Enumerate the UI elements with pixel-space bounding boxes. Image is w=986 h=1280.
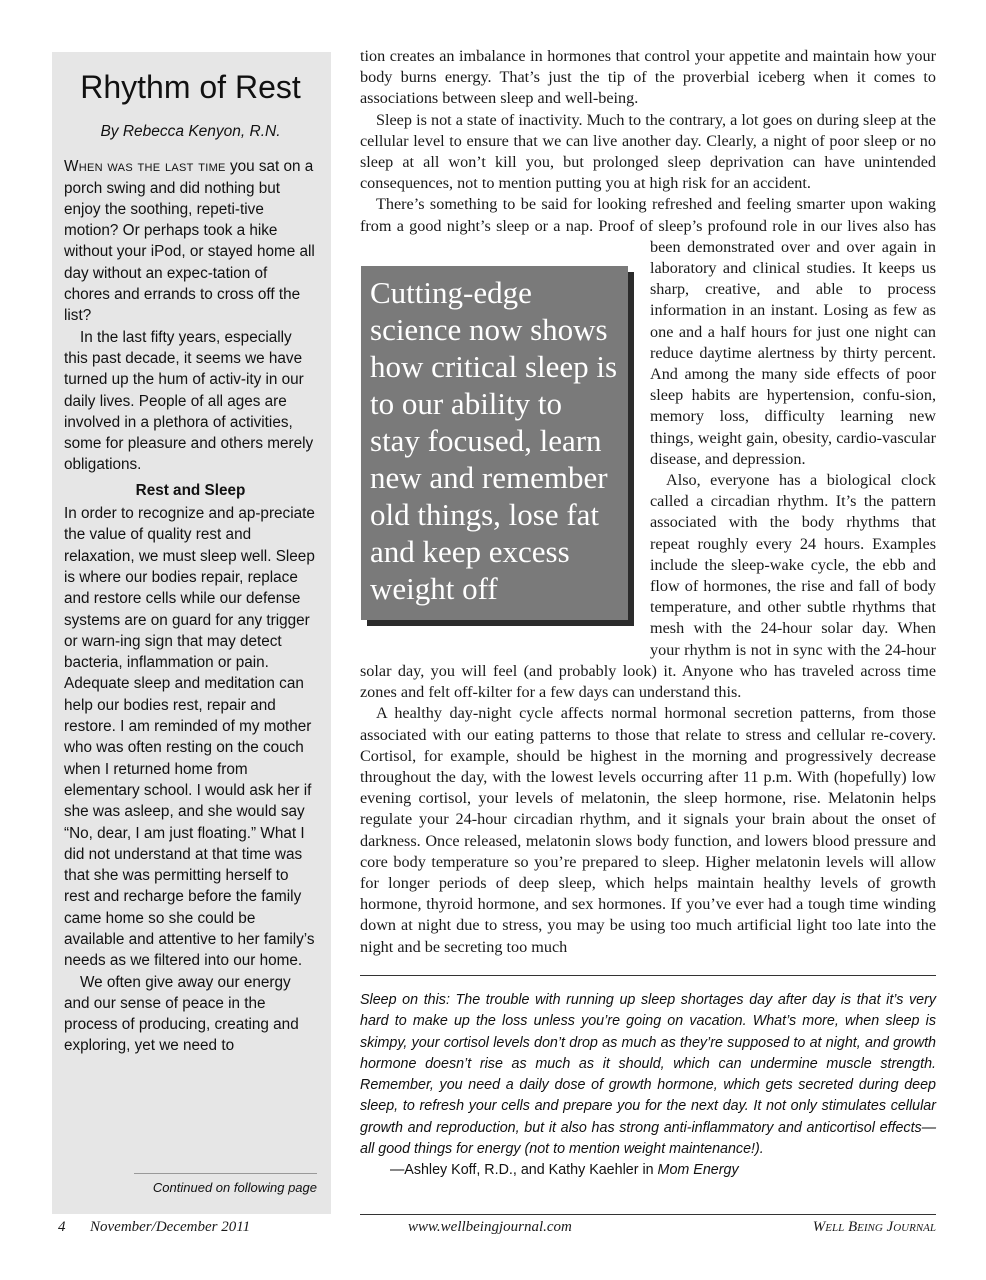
pull-quote [361, 266, 628, 620]
page-footer [0, 1219, 986, 1243]
sidebar-article [52, 52, 331, 1214]
quote-source: Mom Energy [657, 1162, 739, 1179]
main-paragraph-2: Sleep is not a state of inactivity. Much to the contrary, a lot goes on during sleep at the cellular level to ensure that we can live another day. Clearly, a night of poor sleep or no sleep at all won’t kill you, but prolonged sleep deprivation can have unintended consequences, not to mention putting you at high risk for an accident. [360, 110, 936, 193]
quote-attribution [360, 1160, 936, 1181]
sidebar-subhead: Rest and Sleep [135, 481, 246, 499]
sidebar-lead-smallcaps: When was the last time [64, 158, 226, 176]
quote-box [360, 975, 936, 1215]
sidebar-paragraph-1 [64, 156, 317, 326]
main-paragraph-1: tion creates an imbalance in hormones that control your appetite and maintain how your body burns energy. That’s just the tip of the proverbial iceberg when it comes to associations between sleep and well-being. [360, 47, 936, 108]
issue-date: November/December 2011 [90, 1219, 251, 1235]
continued-note: Continued on following page [134, 1173, 317, 1198]
sidebar-title: Rhythm of Rest [80, 69, 301, 105]
page-number: 4 [58, 1219, 66, 1235]
sidebar-byline: By Rebecca Kenyon, R.N. [100, 123, 281, 140]
main-paragraph-4: Also, everyone has a biological clock called a circadian rhythm. It’s the pattern associated with the body rhythms that repeat roughly every 24 hours. Examples include the sleep-wake cycle, the ebb and flow of hormones, the rise and fall of body temperature, and other subtle rhythms that mesh with the 24-hour solar day. When your rhythm is not in sync with the 24-hour solar day, you will feel (and probably look) it. Anyone who has traveled across time zones and felt off-kilter for a few days can understand this. [360, 471, 936, 702]
sidebar-paragraph-2: In the last fifty years, especially this past decade, it seems we have turned up the hum of activ-ity in our daily lives. People of all ages are involved in a plethora of activities, some for pleasure and others merely obligations. [64, 328, 314, 474]
journal-name: Well Being Journal [812, 1219, 936, 1235]
main-paragraph-5: A healthy day-night cycle affects normal hormonal secretion patterns, from those associated with our eating patterns to those that relate to stress and cellular re-covery. Cortisol, for example, should be highest in the morning and progressively decrease throughout the day, with the lowest levels occurring after 11 p.m. With (hopefully) low evening cortisol, your levels of melatonin, the sleep hormone, rise. Melatonin helps regulate your 24-hour circadian rhythm, and it signals your brain about the onset of darkness. Once released, melatonin slows body function, and lowers blood pressure and core body temperature so you’re prepared to sleep. Higher melatonin levels will allow for longer periods of deep sleep, which helps maintain healthy levels of growth hormone, thyroid hormone, and sex hormones. If you’ve ever had a tough time winding down at night due to stress, you may be using too much artificial light too late into the night and be secreting too much [360, 704, 936, 956]
sidebar-paragraph-1-text: you sat on a porch swing and did nothing but enjoy the soothing, repeti-tive motion? Or perhaps took a hike without your iPod, or stayed home all day without an expec-tation of chores and errands to cross off the list? [64, 158, 315, 325]
main-paragraph-3-text: There’s something to be said for looking refreshed and feeling smarter upon waking from a good night’s sleep or a nap. Proof of sleep’s profound role in our lives also has been demonstrated over and over again in laboratory and clinical studies. It keeps us sharp, creative, and able to process information in an instant. Losing as few as one and a half hours for just one night can reduce daytime alertness by thirty percent. And among the many side effects of poor sleep habits are hypertension, confu-sion, memory loss, difficulty learning new things, weight gain, obesity, cardio-vascular disease, and depression. [360, 195, 936, 468]
pull-quote-text: Cutting-edge science now shows how critical sleep is to our ability to stay focused, learn new and remember old things, lose fat and keep excess weight off [370, 275, 618, 607]
website-url[interactable]: www.wellbeingjournal.com [408, 1219, 572, 1235]
quote-attribution-authors: —Ashley Koff, R.D., and Kathy Kaehler in [390, 1162, 658, 1179]
quote-text: Sleep on this: The trouble with running up sleep shortages day after day is that it’s very hard to make up the loss unless you’re going on vacation. What’s more, when sleep is skimpy, your cortisol levels don’t drop as much as they’re supposed to at night, and growth hormone doesn’t rise as much as it should, which can undermine muscle strength. Remember, you need a daily dose of growth hormone, which gets secreted during deep sleep, to refresh your cells and prepare you for the next day. It not only stimulates cellular growth and reproduction, but it also has strong anti-inflammatory and anticortisol effects—all good things for energy (not to mention weight maintenance!). [360, 992, 936, 1158]
sidebar-paragraph-3: In order to recognize and ap-preciate the value of quality rest and relaxation, we must sleep well. Sleep is where our bodies repair, replace and restore cells while our defense systems are on guard for any trigger or warn-ing sign that may detect bacteria, inflammation or pain. Adequate sleep and meditation can help our bodies rest, repair and restore. I am reminded of my mother who was often resting on the couch when I returned home from elementary school. I would ask her if she was asleep, and she would say “No, dear, I am just floating.” What I did not understand at that time was that she was permitting herself to rest and recharge before the family came home so she could be available and attentive to her family’s needs as we filtered into our home. [64, 505, 315, 970]
sidebar-paragraph-4: We often give away our energy and our sense of peace in the process of producing, creating and exploring, yet we need to [64, 973, 299, 1055]
